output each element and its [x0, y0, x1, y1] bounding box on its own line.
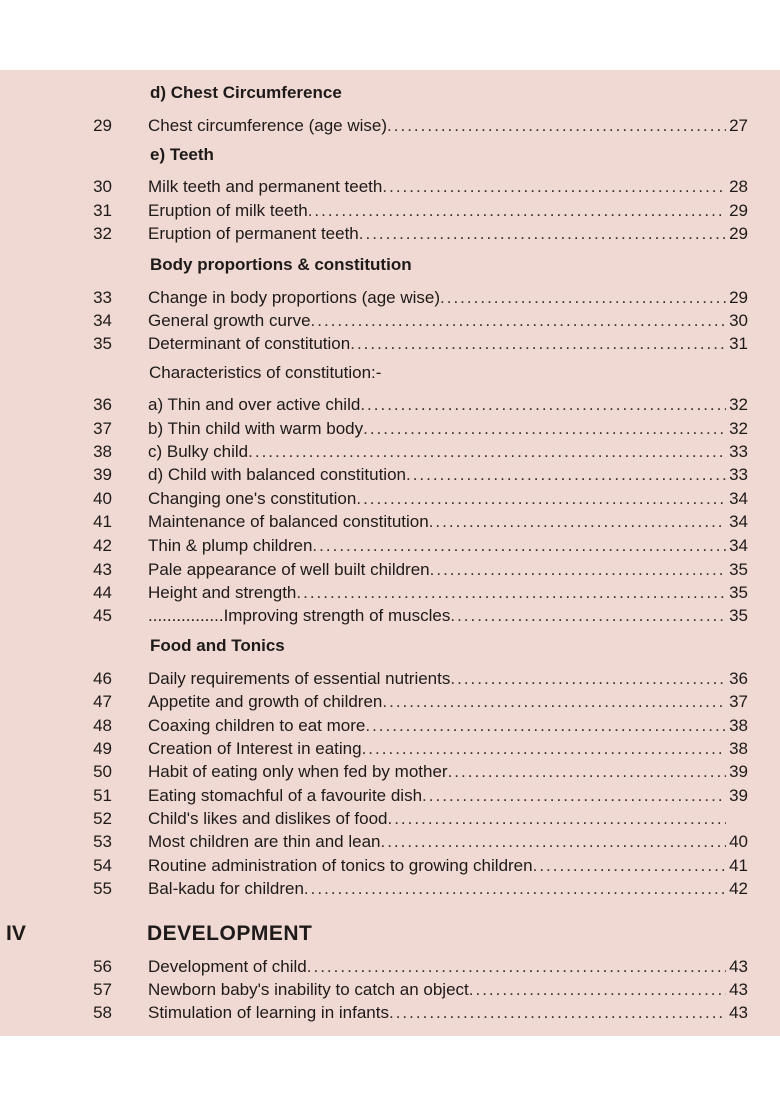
dot-leader	[350, 332, 726, 356]
entry-page: 30	[729, 311, 748, 330]
entry-page: 29	[729, 201, 748, 220]
entry-title: Eating stomachful of a favourite dish	[148, 786, 423, 805]
entry-page: 34	[729, 489, 748, 508]
chapter-number: IV	[6, 922, 26, 945]
toc-entry[interactable]	[0, 955, 780, 979]
entry-page: 34	[729, 536, 748, 555]
entry-page	[726, 807, 748, 831]
entry-title: a) Thin and over active child	[148, 395, 361, 414]
entry-page: 29	[729, 288, 748, 307]
entry-number: 52	[93, 809, 112, 828]
entry-title: Creation of Interest in eating	[148, 739, 362, 758]
entry-title: Thin & plump children	[148, 536, 313, 555]
entry-number: 56	[93, 957, 112, 976]
toc-entry[interactable]	[0, 604, 780, 628]
entry-title: d) Child with balanced constitution	[148, 465, 406, 484]
chapter-title: DEVELOPMENT	[147, 922, 313, 945]
entry-title: Eruption of permanent teeth	[148, 224, 359, 243]
entry-number: 55	[93, 879, 112, 898]
entry-page: 40	[729, 832, 748, 851]
entry-page: 33	[729, 442, 748, 461]
toc-entry[interactable]	[0, 309, 780, 333]
entry-number: 47	[93, 692, 112, 711]
toc-entry[interactable]	[0, 463, 780, 487]
entry-page: 36	[729, 669, 748, 688]
toc-entry[interactable]	[0, 807, 780, 831]
entry-title: ................Improving strength of muscles	[148, 606, 451, 625]
toc-entry[interactable]	[0, 286, 780, 310]
dot-leader	[430, 558, 726, 582]
entry-number: 38	[93, 442, 112, 461]
entry-number: 39	[93, 465, 112, 484]
entry-title: Development of child	[148, 957, 307, 976]
entry-title: Maintenance of balanced constitution	[148, 512, 429, 531]
entry-number: 53	[93, 832, 112, 851]
entry-number: 34	[93, 311, 112, 330]
dot-leader	[360, 393, 726, 417]
toc-entry[interactable]	[0, 978, 780, 1002]
entry-page: 33	[729, 465, 748, 484]
toc-entry[interactable]	[0, 510, 780, 534]
dot-leader	[312, 534, 726, 558]
toc-entry[interactable]	[0, 534, 780, 558]
entry-number: 36	[93, 395, 112, 414]
entry-number: 30	[93, 177, 112, 196]
entry-title: Most children are thin and lean	[148, 832, 381, 851]
entry-number: 42	[93, 536, 112, 555]
entry-page: 42	[729, 879, 748, 898]
dot-leader	[363, 417, 726, 441]
entry-page: 35	[729, 583, 748, 602]
toc-entry[interactable]	[0, 690, 780, 714]
dot-leader	[308, 199, 726, 223]
dot-leader	[380, 830, 726, 854]
toc-entry[interactable]	[0, 854, 780, 878]
entry-title: Stimulation of learning in infants	[148, 1003, 389, 1022]
entry-title: Chest circumference (age wise)	[148, 116, 388, 135]
toc-entry[interactable]	[0, 222, 780, 246]
entry-number: 29	[93, 116, 112, 135]
section-heading-food-tonics: Food and Tonics	[150, 636, 285, 655]
toc-entry[interactable]	[0, 737, 780, 761]
dot-leader	[382, 690, 726, 714]
toc-entry[interactable]	[0, 199, 780, 223]
section-heading-teeth: e) Teeth	[150, 145, 214, 164]
dot-leader	[440, 286, 726, 310]
dot-leader	[359, 222, 726, 246]
entry-title: Appetite and growth of children	[148, 692, 383, 711]
toc-entry[interactable]	[0, 877, 780, 901]
entry-title: Change in body proportions (age wise)	[148, 288, 441, 307]
entry-title: Pale appearance of well built children	[148, 560, 430, 579]
entry-number: 50	[93, 762, 112, 781]
toc-entry[interactable]	[0, 393, 780, 417]
dot-leader	[533, 854, 726, 878]
toc-entry[interactable]	[0, 440, 780, 464]
subheading-characteristics: Characteristics of constitution:-	[149, 363, 382, 382]
entry-title: Habit of eating only when fed by mother	[148, 762, 448, 781]
entry-page: 28	[729, 177, 748, 196]
entry-number: 48	[93, 716, 112, 735]
dot-leader	[365, 714, 726, 738]
toc-entry[interactable]	[0, 830, 780, 854]
dot-leader	[307, 955, 726, 979]
entry-page: 27	[729, 116, 748, 135]
dot-leader	[296, 581, 726, 605]
entry-page: 43	[729, 1003, 748, 1022]
entry-page: 41	[729, 856, 748, 875]
entry-title: Routine administration of tonics to growing children	[148, 856, 533, 875]
entry-title: General growth curve	[148, 311, 311, 330]
toc-entry[interactable]	[0, 784, 780, 808]
entry-number: 45	[93, 606, 112, 625]
toc-entry[interactable]	[0, 1001, 780, 1025]
entry-page: 32	[729, 419, 748, 438]
toc-entry[interactable]	[0, 558, 780, 582]
dot-leader	[406, 463, 726, 487]
entry-title: Height and strength	[148, 583, 297, 602]
entry-page: 37	[729, 692, 748, 711]
entry-title: Child's likes and dislikes of food	[148, 809, 388, 828]
entry-number: 57	[93, 980, 112, 999]
entry-page: 39	[729, 762, 748, 781]
toc-entry[interactable]	[0, 760, 780, 784]
entry-page: 38	[729, 739, 748, 758]
entry-number: 58	[93, 1003, 112, 1022]
dot-leader	[356, 487, 726, 511]
toc-entry[interactable]	[0, 581, 780, 605]
dot-leader	[387, 807, 726, 831]
dot-leader	[311, 309, 726, 333]
entry-title: Coaxing children to eat more	[148, 716, 366, 735]
entry-number: 31	[93, 201, 112, 220]
section-heading-chest: d) Chest Circumference	[150, 83, 342, 102]
section-heading-body-proportions: Body proportions & constitution	[150, 255, 412, 274]
entry-number: 35	[93, 334, 112, 353]
entry-page: 43	[729, 980, 748, 999]
entry-number: 40	[93, 489, 112, 508]
entry-number: 37	[93, 419, 112, 438]
entry-page: 31	[729, 334, 748, 353]
entry-page: 39	[729, 786, 748, 805]
entry-number: 46	[93, 669, 112, 688]
entry-title: Bal-kadu for children	[148, 879, 304, 898]
toc-entry[interactable]	[0, 417, 780, 441]
entry-page: 32	[729, 395, 748, 414]
toc-entry[interactable]	[0, 175, 780, 199]
entry-title: Eruption of milk teeth	[148, 201, 308, 220]
dot-leader	[469, 978, 726, 1002]
entry-number: 49	[93, 739, 112, 758]
entry-number: 54	[93, 856, 112, 875]
entry-number: 43	[93, 560, 112, 579]
dot-leader	[389, 1001, 726, 1025]
toc-entry[interactable]	[0, 114, 780, 138]
entry-title: Changing one's constitution	[148, 489, 357, 508]
entry-title: b) Thin child with warm body	[148, 419, 364, 438]
toc-entry[interactable]	[0, 667, 780, 691]
dot-leader	[450, 604, 726, 628]
entry-number: 33	[93, 288, 112, 307]
dot-leader	[362, 737, 726, 761]
entry-title: Milk teeth and permanent teeth	[148, 177, 383, 196]
dot-leader	[304, 877, 726, 901]
entry-page: 29	[729, 224, 748, 243]
entry-number: 32	[93, 224, 112, 243]
entry-title: Determinant of constitution	[148, 334, 351, 353]
entry-number: 41	[93, 512, 112, 531]
toc-entry[interactable]	[0, 487, 780, 511]
entry-page: 38	[729, 716, 748, 735]
entry-page: 35	[729, 606, 748, 625]
entry-title: c) Bulky child	[148, 442, 249, 461]
entry-title: Daily requirements of essential nutrients	[148, 669, 451, 688]
dot-leader	[448, 760, 726, 784]
dot-leader	[450, 667, 726, 691]
toc-entry[interactable]	[0, 332, 780, 356]
entry-page: 43	[729, 957, 748, 976]
dot-leader	[429, 510, 726, 534]
entry-title: Newborn baby's inability to catch an object	[148, 980, 469, 999]
dot-leader	[422, 784, 726, 808]
entry-page: 34	[729, 512, 748, 531]
dot-leader	[382, 175, 726, 199]
entry-number: 44	[93, 583, 112, 602]
dot-leader	[387, 114, 726, 138]
toc-entry[interactable]	[0, 714, 780, 738]
entry-page: 35	[729, 560, 748, 579]
entry-number: 51	[93, 786, 112, 805]
dot-leader	[248, 440, 726, 464]
